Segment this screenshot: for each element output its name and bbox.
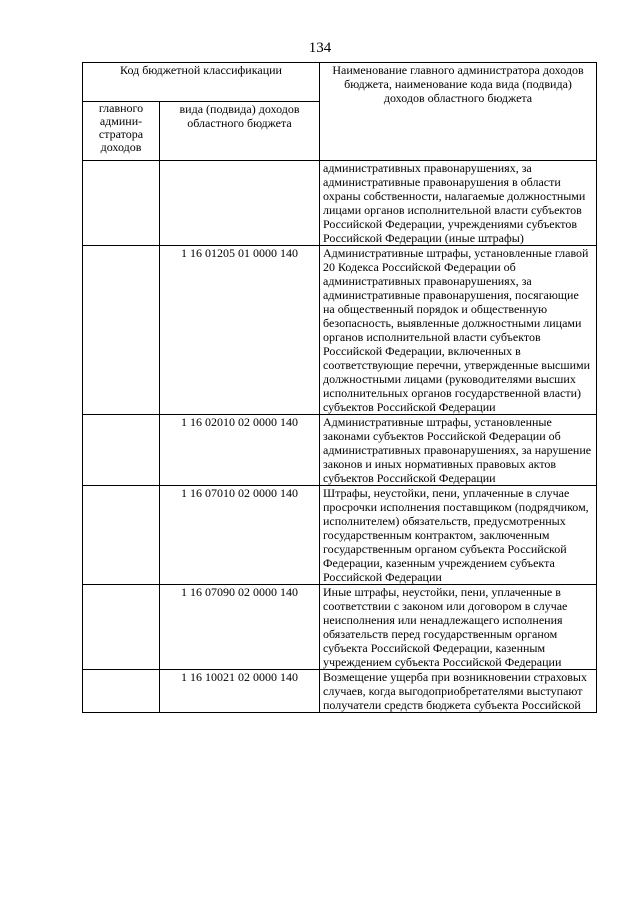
admin-code-cell [83,161,160,246]
description-cell: Иные штрафы, неустойки, пени, уплаченные в соответствии с законом или договором в случае неисполнения или ненадлежащего исполнения обязательств перед государственным органом субъекта Российской Федерации, казенным учреждением субъекта Российской Федерации [320,585,597,670]
table-row [83,585,597,670]
income-code-cell [160,161,320,246]
admin-code-cell [83,670,160,713]
table-row [83,670,597,713]
table-row [83,161,597,246]
description-cell: административных правонарушениях, за административные правонарушения в области охраны собственности, налагаемые должностными лицами органов исполнительной власти субъектов Российской Федерации, учреждениями субъектов Российской Федерации (иные штрафы) [320,161,597,246]
admin-code-cell [83,415,160,486]
income-code-cell: 1 16 01205 01 0000 140 [160,246,320,415]
header-kind-column: вида (подвида) доходов областного бюджета [160,102,320,161]
income-code-cell: 1 16 10021 02 0000 140 [160,670,320,713]
description-cell: Административные штрафы, установленные главой 20 Кодекса Российской Федерации об административных правонарушениях, за административные правонарушения, посягающие на общественный порядок и общественную безопасность, выявленные должностными лицами органов исполнительной власти субъектов Российской Федерации, включенных в соответствующие перечни, утвержденные высшими должностными лицами (руководителями высших исполнительных органов государственной власти) субъектов Российской Федерации [320,246,597,415]
description-cell: Штрафы, неустойки, пени, уплаченные в случае просрочки исполнения поставщиком (подрядчиком, исполнителем) обязательств, предусмотренных государственным контрактом, заключенным государственным органом субъекта Российской Федерации, казенным учреждением субъекта Российской Федерации [320,486,597,585]
table-row [83,415,597,486]
income-code-cell: 1 16 02010 02 0000 140 [160,415,320,486]
header-admin-column: главного админи-стратора доходов [83,102,160,161]
income-code-cell: 1 16 07010 02 0000 140 [160,486,320,585]
income-code-cell: 1 16 07090 02 0000 140 [160,585,320,670]
admin-code-cell [83,585,160,670]
description-cell: Административные штрафы, установленные законами субъектов Российской Федерации об административных правонарушениях, за нарушение законов и иных нормативных правовых актов субъектов Российской Федерации [320,415,597,486]
header-code-group: Код бюджетной классификации [83,63,320,102]
budget-classification-table [82,62,597,713]
description-cell: Возмещение ущерба при возникновении страховых случаев, когда выгодоприобретателями выступают получатели средств бюджета субъекта Российской [320,670,597,713]
header-name-column: Наименование главного администратора доходов бюджета, наименование кода вида (подвида) доходов областного бюджета [320,63,597,161]
table-row [83,246,597,415]
table-row [83,486,597,585]
admin-code-cell [83,246,160,415]
table-header-row [83,63,597,102]
admin-code-cell [83,486,160,585]
page-number: 134 [308,40,332,56]
